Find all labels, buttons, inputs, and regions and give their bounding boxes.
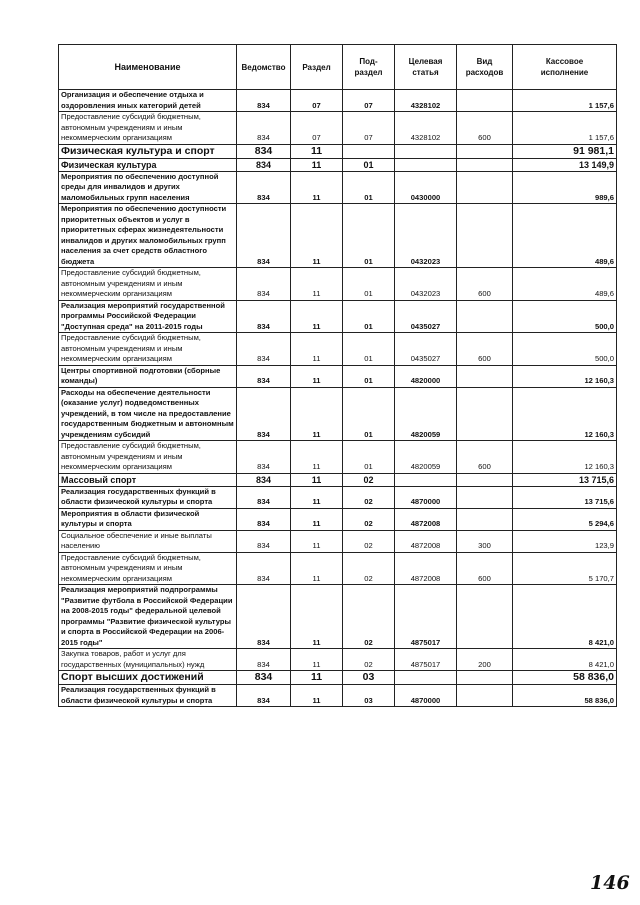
cell-target <box>395 671 457 685</box>
cell-name: Мероприятия по обеспечению доступной среды для инвалидов и других маломобильных групп населения <box>59 171 237 204</box>
header-amount: Кассовое исполнение <box>513 45 617 90</box>
cell-name: Расходы на обеспечение деятельности (оказание услуг) подведомственных учреждений, в том числе на предоставление государственным бюджетным и автономным учреждениям субсидий <box>59 387 237 441</box>
cell-target: 4872008 <box>395 530 457 552</box>
cell-name: Физическая культура и спорт <box>59 144 237 158</box>
cell-section: 11 <box>291 171 343 204</box>
cell-dept: 834 <box>237 365 291 387</box>
cell-target: 4872008 <box>395 552 457 585</box>
cell-type: 600 <box>457 552 513 585</box>
cell-subsection: 01 <box>343 365 395 387</box>
cell-name: Центры спортивной подготовки (сборные команды) <box>59 365 237 387</box>
cell-section: 11 <box>291 300 343 333</box>
cell-target: 4872008 <box>395 508 457 530</box>
cell-amount: 500,0 <box>513 333 617 366</box>
cell-section: 11 <box>291 649 343 671</box>
table-row <box>59 204 617 268</box>
cell-amount: 5 294,6 <box>513 508 617 530</box>
cell-section: 11 <box>291 204 343 268</box>
cell-subsection: 02 <box>343 585 395 649</box>
cell-subsection: 02 <box>343 486 395 508</box>
cell-target: 4328102 <box>395 112 457 145</box>
cell-target: 4875017 <box>395 649 457 671</box>
cell-name: Закупка товаров, работ и услуг для государственных (муниципальных) нужд <box>59 649 237 671</box>
cell-dept: 834 <box>237 171 291 204</box>
header-target: Целевая статья <box>395 45 457 90</box>
cell-section: 11 <box>291 508 343 530</box>
cell-type <box>457 144 513 158</box>
cell-type <box>457 585 513 649</box>
table-row <box>59 387 617 441</box>
cell-subsection: 02 <box>343 649 395 671</box>
cell-amount: 5 170,7 <box>513 552 617 585</box>
cell-target: 4870000 <box>395 685 457 707</box>
cell-dept: 834 <box>237 671 291 685</box>
table-row <box>59 685 617 707</box>
cell-subsection: 03 <box>343 671 395 685</box>
budget-table <box>58 44 617 707</box>
cell-dept: 834 <box>237 268 291 301</box>
table-row <box>59 585 617 649</box>
cell-subsection: 02 <box>343 552 395 585</box>
cell-dept: 834 <box>237 144 291 158</box>
cell-name: Предоставление субсидий бюджетным, автономным учреждениям и иным некоммерческим организациям <box>59 333 237 366</box>
cell-amount: 58 836,0 <box>513 685 617 707</box>
cell-type <box>457 300 513 333</box>
cell-dept: 834 <box>237 473 291 486</box>
cell-target: 0432023 <box>395 268 457 301</box>
header-name: Наименование <box>59 45 237 90</box>
table-row <box>59 268 617 301</box>
cell-dept: 834 <box>237 508 291 530</box>
cell-dept: 834 <box>237 486 291 508</box>
cell-type <box>457 90 513 112</box>
cell-section: 11 <box>291 268 343 301</box>
cell-subsection: 03 <box>343 685 395 707</box>
cell-name: Предоставление субсидий бюджетным, автономным учреждениям и иным некоммерческим организациям <box>59 441 237 474</box>
cell-name: Предоставление субсидий бюджетным, автономным учреждениям и иным некоммерческим организациям <box>59 552 237 585</box>
cell-dept: 834 <box>237 441 291 474</box>
table-row <box>59 365 617 387</box>
cell-name: Предоставление субсидий бюджетным, автономным учреждениям и иным некоммерческим организациям <box>59 268 237 301</box>
table-row <box>59 649 617 671</box>
cell-type: 200 <box>457 649 513 671</box>
cell-section: 11 <box>291 441 343 474</box>
cell-name: Мероприятия в области физической культуры и спорта <box>59 508 237 530</box>
cell-target: 4820059 <box>395 387 457 441</box>
table-row <box>59 158 617 171</box>
cell-type <box>457 365 513 387</box>
cell-name: Организация и обеспечение отдыха и оздоровления иных категорий детей <box>59 90 237 112</box>
header-subsection: Под- раздел <box>343 45 395 90</box>
cell-subsection: 01 <box>343 387 395 441</box>
cell-name: Реализация мероприятий подпрограммы "Развитие футбола в Российской Федерации на 2008-2015 годы" федеральной целевой программы "Развитие физической культуры и спорта в Российской Федерации на 2006-2015 годы" <box>59 585 237 649</box>
cell-target: 4875017 <box>395 585 457 649</box>
cell-subsection: 01 <box>343 333 395 366</box>
cell-subsection: 01 <box>343 171 395 204</box>
table-row <box>59 171 617 204</box>
cell-target <box>395 158 457 171</box>
cell-subsection: 01 <box>343 268 395 301</box>
cell-type <box>457 486 513 508</box>
cell-name: Предоставление субсидий бюджетным, автономным учреждениям и иным некоммерческим организациям <box>59 112 237 145</box>
cell-section: 11 <box>291 486 343 508</box>
cell-section: 11 <box>291 365 343 387</box>
table-row <box>59 300 617 333</box>
cell-subsection: 01 <box>343 204 395 268</box>
cell-target: 4328102 <box>395 90 457 112</box>
cell-subsection <box>343 144 395 158</box>
cell-dept: 834 <box>237 300 291 333</box>
cell-dept: 834 <box>237 685 291 707</box>
cell-target: 4820059 <box>395 441 457 474</box>
cell-section: 11 <box>291 530 343 552</box>
table-row <box>59 441 617 474</box>
cell-type <box>457 204 513 268</box>
table-row <box>59 473 617 486</box>
cell-amount: 500,0 <box>513 300 617 333</box>
cell-subsection: 02 <box>343 473 395 486</box>
cell-amount: 13 715,6 <box>513 473 617 486</box>
cell-target: 0435027 <box>395 333 457 366</box>
cell-section: 07 <box>291 90 343 112</box>
cell-amount: 8 421,0 <box>513 585 617 649</box>
header-section: Раздел <box>291 45 343 90</box>
cell-section: 11 <box>291 585 343 649</box>
cell-name: Реализация мероприятий государственной программы Российской Федерации "Доступная среда" на 2011-2015 годы <box>59 300 237 333</box>
cell-subsection: 07 <box>343 112 395 145</box>
cell-dept: 834 <box>237 90 291 112</box>
cell-name: Физическая культура <box>59 158 237 171</box>
cell-dept: 834 <box>237 158 291 171</box>
cell-section: 11 <box>291 552 343 585</box>
cell-target: 0432023 <box>395 204 457 268</box>
cell-section: 11 <box>291 144 343 158</box>
cell-amount: 12 160,3 <box>513 441 617 474</box>
cell-type: 600 <box>457 268 513 301</box>
cell-amount: 1 157,6 <box>513 112 617 145</box>
table-row <box>59 530 617 552</box>
cell-dept: 834 <box>237 530 291 552</box>
cell-target: 0430000 <box>395 171 457 204</box>
cell-section: 11 <box>291 671 343 685</box>
cell-subsection: 01 <box>343 441 395 474</box>
cell-name: Реализация государственных функций в области физической культуры и спорта <box>59 685 237 707</box>
cell-subsection: 01 <box>343 158 395 171</box>
cell-name: Мероприятия по обеспечению доступности приоритетных объектов и услуг в приоритетных сферах жизнедеятельности инвалидов и других маломобильных групп населения за счет средств областного бюджета <box>59 204 237 268</box>
cell-amount: 12 160,3 <box>513 387 617 441</box>
cell-amount: 123,9 <box>513 530 617 552</box>
table-row <box>59 90 617 112</box>
table-row <box>59 112 617 145</box>
table-row <box>59 333 617 366</box>
cell-section: 11 <box>291 387 343 441</box>
cell-subsection: 02 <box>343 530 395 552</box>
cell-type <box>457 171 513 204</box>
cell-amount: 12 160,3 <box>513 365 617 387</box>
cell-type: 300 <box>457 530 513 552</box>
cell-target <box>395 473 457 486</box>
cell-dept: 834 <box>237 333 291 366</box>
table-row <box>59 144 617 158</box>
header-dept: Ведомство <box>237 45 291 90</box>
cell-name: Массовый спорт <box>59 473 237 486</box>
cell-amount: 1 157,6 <box>513 90 617 112</box>
cell-dept: 834 <box>237 112 291 145</box>
cell-target: 0435027 <box>395 300 457 333</box>
header-row <box>59 45 617 90</box>
header-type: Вид расходов <box>457 45 513 90</box>
table-row <box>59 552 617 585</box>
table-body <box>59 90 617 707</box>
cell-name: Спорт высших достижений <box>59 671 237 685</box>
cell-amount: 91 981,1 <box>513 144 617 158</box>
cell-type: 600 <box>457 441 513 474</box>
cell-amount: 8 421,0 <box>513 649 617 671</box>
cell-type: 600 <box>457 112 513 145</box>
cell-target: 4870000 <box>395 486 457 508</box>
cell-target: 4820000 <box>395 365 457 387</box>
cell-dept: 834 <box>237 585 291 649</box>
cell-section: 11 <box>291 473 343 486</box>
cell-amount: 13 149,9 <box>513 158 617 171</box>
cell-dept: 834 <box>237 552 291 585</box>
cell-amount: 489,6 <box>513 204 617 268</box>
cell-type: 600 <box>457 333 513 366</box>
cell-subsection: 02 <box>343 508 395 530</box>
cell-type <box>457 508 513 530</box>
cell-section: 11 <box>291 158 343 171</box>
cell-type <box>457 158 513 171</box>
cell-type <box>457 473 513 486</box>
table-row <box>59 508 617 530</box>
page-number: 146 <box>590 872 630 894</box>
cell-type <box>457 387 513 441</box>
table-row <box>59 486 617 508</box>
cell-amount: 489,6 <box>513 268 617 301</box>
cell-type <box>457 685 513 707</box>
cell-section: 11 <box>291 333 343 366</box>
cell-dept: 834 <box>237 649 291 671</box>
cell-target <box>395 144 457 158</box>
cell-type <box>457 671 513 685</box>
cell-subsection: 07 <box>343 90 395 112</box>
cell-section: 11 <box>291 685 343 707</box>
cell-dept: 834 <box>237 204 291 268</box>
cell-name: Реализация государственных функций в области физической культуры и спорта <box>59 486 237 508</box>
cell-dept: 834 <box>237 387 291 441</box>
cell-section: 07 <box>291 112 343 145</box>
cell-amount: 13 715,6 <box>513 486 617 508</box>
cell-amount: 989,6 <box>513 171 617 204</box>
cell-amount: 58 836,0 <box>513 671 617 685</box>
cell-subsection: 01 <box>343 300 395 333</box>
table-row <box>59 671 617 685</box>
cell-name: Социальное обеспечение и иные выплаты населению <box>59 530 237 552</box>
